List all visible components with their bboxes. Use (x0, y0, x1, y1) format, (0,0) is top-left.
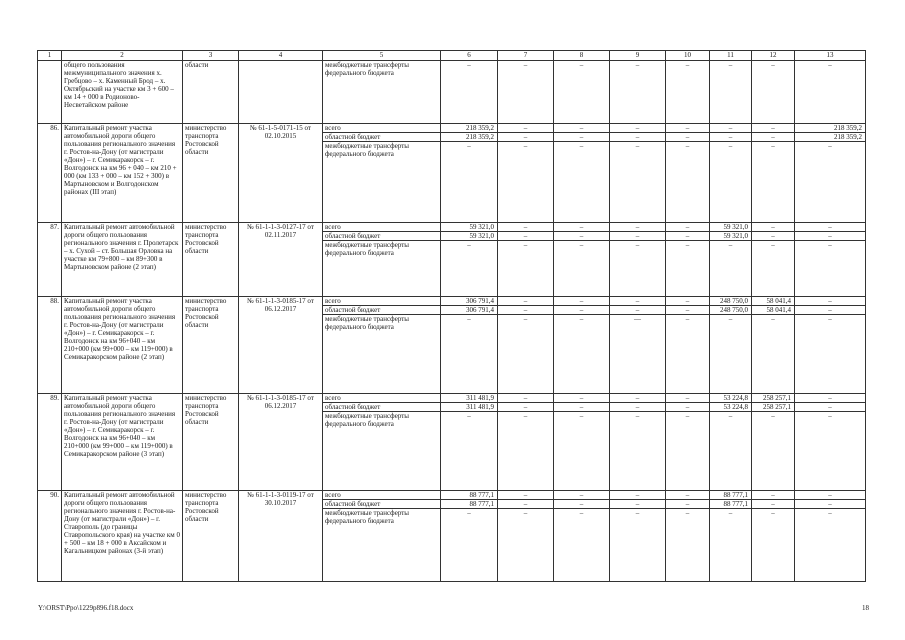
amount-cell: – (498, 232, 554, 241)
amount-cell: – (498, 241, 554, 297)
amount-cell: – (610, 223, 666, 232)
amount-cell: – (498, 403, 554, 412)
amount-cell: 311 481,9 (441, 394, 498, 403)
amount-cell: – (610, 133, 666, 142)
amount-cell: – (666, 297, 710, 306)
amount-cell: – (710, 124, 752, 133)
amount-cell: – (666, 306, 710, 315)
amount-cell: 58 041,4 (752, 306, 795, 315)
amount-cell: – (498, 306, 554, 315)
amount-cell: 306 791,4 (441, 297, 498, 306)
funding-source: всего (323, 491, 441, 500)
amount-cell: – (752, 61, 795, 124)
amount-cell: – (498, 297, 554, 306)
funding-source: всего (323, 394, 441, 403)
column-header: 6 (441, 51, 498, 61)
amount-cell: – (666, 124, 710, 133)
table-header-row (38, 51, 866, 61)
amount-cell: – (610, 297, 666, 306)
amount-cell: 218 359,2 (795, 133, 866, 142)
amount-cell: – (710, 509, 752, 582)
amount-cell: – (554, 500, 610, 509)
amount-cell: – (554, 491, 610, 500)
amount-cell: – (666, 61, 710, 124)
document-number: № 61-1-1-3-0185-17 от 06.12.2017 (239, 297, 323, 394)
amount-cell: – (666, 491, 710, 500)
amount-cell: – (710, 241, 752, 297)
amount-cell: – (666, 223, 710, 232)
table-row (38, 394, 866, 403)
amount-cell: – (554, 306, 610, 315)
amount-cell: – (554, 412, 610, 491)
amount-cell: – (610, 509, 666, 582)
amount-cell: 88 777,1 (441, 491, 498, 500)
column-header: 3 (183, 51, 239, 61)
funding-source: межбюджетные трансферты федерального бюджета (323, 61, 441, 124)
amount-cell: – (554, 394, 610, 403)
amount-cell: – (554, 232, 610, 241)
amount-cell: – (498, 500, 554, 509)
amount-cell: – (554, 403, 610, 412)
organization: министерство транспорта Ростовской области (183, 491, 239, 582)
table-row (38, 491, 866, 500)
amount-cell: 59 321,0 (710, 232, 752, 241)
amount-cell: – (710, 315, 752, 394)
amount-cell: – (752, 142, 795, 223)
amount-cell: – (666, 412, 710, 491)
table-row-continuation (38, 61, 866, 124)
row-number: 87. (38, 223, 62, 297)
column-header: 13 (795, 51, 866, 61)
project-name: Капитальный ремонт автомобильной дороги общего пользования регионального значения г. Пролетарск – х. Сухой – ст. Большая Орловка на участке км 79+800 – км 89+300 в Мартыновском районе (2 этап) (62, 223, 183, 297)
amount-cell: – (554, 297, 610, 306)
amount-cell: 248 750,0 (710, 306, 752, 315)
amount-cell: – (498, 133, 554, 142)
amount-cell: – (752, 500, 795, 509)
column-header: 12 (752, 51, 795, 61)
amount-cell: – (752, 223, 795, 232)
column-header: 11 (710, 51, 752, 61)
project-name: Капитальный ремонт участка автомобильной дороги общего пользования регионального значения г. Ростов-на-Дону (от магистрали «Дон») – г. Семикаракорск – г. Волгодонск на км 96+040 – км 210+000 (км 99+000 – км 119+000) в Семикаракорском районе (2 этап) (62, 297, 183, 394)
amount-cell: – (610, 403, 666, 412)
funding-source: всего (323, 297, 441, 306)
amount-cell: – (554, 124, 610, 133)
amount-cell: 218 359,2 (795, 124, 866, 133)
amount-cell: – (441, 241, 498, 297)
amount-cell: – (795, 223, 866, 232)
amount-cell: 53 224,8 (710, 403, 752, 412)
document-number: № 61-1-1-3-0185-17 от 06.12.2017 (239, 394, 323, 491)
amount-cell: 218 359,2 (441, 133, 498, 142)
amount-cell: 218 359,2 (441, 124, 498, 133)
amount-cell: – (795, 403, 866, 412)
funding-source: межбюджетные трансферты федерального бюджета (323, 509, 441, 582)
amount-cell: – (610, 61, 666, 124)
amount-cell: 306 791,4 (441, 306, 498, 315)
amount-cell: – (752, 241, 795, 297)
organization: министерство транспорта Ростовской области (183, 223, 239, 297)
amount-cell: – (710, 412, 752, 491)
amount-cell: – (498, 394, 554, 403)
row-number: 88. (38, 297, 62, 394)
amount-cell: – (498, 142, 554, 223)
amount-cell: 88 777,1 (710, 491, 752, 500)
row-number: 90. (38, 491, 62, 582)
amount-cell: – (498, 315, 554, 394)
amount-cell: 59 321,0 (710, 223, 752, 232)
amount-cell: 258 257,1 (752, 394, 795, 403)
amount-cell: – (710, 142, 752, 223)
funding-source: межбюджетные трансферты федерального бюджета (323, 241, 441, 297)
amount-cell: – (795, 142, 866, 223)
amount-cell: 88 777,1 (710, 500, 752, 509)
amount-cell: – (498, 124, 554, 133)
amount-cell: – (752, 491, 795, 500)
amount-cell: – (752, 232, 795, 241)
amount-cell: – (710, 133, 752, 142)
project-name: Капитальный ремонт участка автомобильной дороги общего пользования регионального значения г. Ростов-на-Дону (от магистрали «Дон») – г. Семикаракорск – г. Волгодонск на км 96 + 040 – км 210 + 000 (км 133 + 000 – км 152 + 300) в Мартыновском и Волгодонском районах (III этап) (62, 124, 183, 223)
page-number: 18 (862, 604, 869, 612)
amount-cell: — (610, 315, 666, 394)
amount-cell: – (666, 403, 710, 412)
budget-table (37, 50, 866, 582)
funding-source: областной бюджет (323, 133, 441, 142)
funding-source: областной бюджет (323, 232, 441, 241)
column-header: 1 (38, 51, 62, 61)
amount-cell: – (554, 223, 610, 232)
amount-cell: 248 750,0 (710, 297, 752, 306)
table-body (38, 61, 866, 582)
amount-cell: – (666, 142, 710, 223)
amount-cell: – (554, 61, 610, 124)
amount-cell: – (554, 142, 610, 223)
amount-cell: – (752, 412, 795, 491)
amount-cell: – (610, 241, 666, 297)
amount-cell: – (610, 142, 666, 223)
amount-cell: – (441, 412, 498, 491)
funding-source: межбюджетные трансферты федерального бюджета (323, 412, 441, 491)
amount-cell: – (666, 509, 710, 582)
amount-cell: – (666, 232, 710, 241)
table-row (38, 297, 866, 306)
row-number (38, 61, 62, 124)
amount-cell: – (610, 394, 666, 403)
amount-cell: – (710, 61, 752, 124)
funding-source: межбюджетные трансферты федерального бюджета (323, 142, 441, 223)
amount-cell: 88 777,1 (441, 500, 498, 509)
table-row (38, 124, 866, 133)
amount-cell: – (752, 133, 795, 142)
funding-source: всего (323, 124, 441, 133)
file-path: Y:\ORST\Ppo\1229p896.f18.docx (38, 604, 134, 612)
table-row (38, 223, 866, 232)
column-header: 8 (554, 51, 610, 61)
amount-cell: – (795, 241, 866, 297)
amount-cell: – (795, 306, 866, 315)
funding-source: областной бюджет (323, 306, 441, 315)
amount-cell: – (752, 509, 795, 582)
column-header: 5 (323, 51, 441, 61)
amount-cell: – (441, 142, 498, 223)
project-name: общего пользования межмуниципального значения х. Гребцово – х. Каменный Брод – х. Октябрьский на участке км 3 + 600 – км 14 + 000 в Родионово-Несветайском районе (62, 61, 183, 124)
document-number: № 61-1-5-0171-15 от 02.10.2015 (239, 124, 323, 223)
column-header: 2 (62, 51, 183, 61)
funding-source: областной бюджет (323, 403, 441, 412)
row-number: 86. (38, 124, 62, 223)
amount-cell: – (752, 315, 795, 394)
amount-cell: – (554, 315, 610, 394)
amount-cell: – (795, 509, 866, 582)
amount-cell: – (795, 232, 866, 241)
amount-cell: – (554, 241, 610, 297)
amount-cell: – (610, 124, 666, 133)
organization: министерство транспорта Ростовской области (183, 124, 239, 223)
amount-cell: – (498, 223, 554, 232)
project-name: Капитальный ремонт автомобильной дороги общего пользования регионального значения г. Ростов-на-Дону (от магистрали «Дон») – г. Ставрополь (до границы Ставропольского края) на участке км 0 + 500 – км 18 + 000 в Аксайском и Кагальницком районах (3-й этап) (62, 491, 183, 582)
amount-cell: – (498, 509, 554, 582)
amount-cell: 258 257,1 (752, 403, 795, 412)
funding-source: всего (323, 223, 441, 232)
amount-cell: 59 321,0 (441, 223, 498, 232)
column-header: 9 (610, 51, 666, 61)
amount-cell: – (795, 297, 866, 306)
amount-cell: – (610, 232, 666, 241)
amount-cell: – (610, 491, 666, 500)
amount-cell: – (498, 412, 554, 491)
amount-cell: – (795, 61, 866, 124)
column-header: 10 (666, 51, 710, 61)
amount-cell: 58 041,4 (752, 297, 795, 306)
amount-cell: – (795, 500, 866, 509)
amount-cell: – (441, 61, 498, 124)
amount-cell: – (441, 315, 498, 394)
amount-cell: – (554, 133, 610, 142)
amount-cell: – (610, 500, 666, 509)
document-number: № 61-1-1-3-0127-17 от 02.11.2017 (239, 223, 323, 297)
row-number: 89. (38, 394, 62, 491)
amount-cell: – (795, 315, 866, 394)
amount-cell: – (666, 394, 710, 403)
organization: области (183, 61, 239, 124)
column-header: 7 (498, 51, 554, 61)
funding-source: областной бюджет (323, 500, 441, 509)
amount-cell: – (441, 509, 498, 582)
amount-cell: – (498, 61, 554, 124)
organization: министерство транспорта Ростовской области (183, 394, 239, 491)
amount-cell: – (666, 241, 710, 297)
amount-cell: – (666, 133, 710, 142)
project-name: Капитальный ремонт участка автомобильной дороги общего пользования регионального значения г. Ростов-на-Дону (от магистрали «Дон») – г. Семикаракорск – г. Волгодонск на км 96+040 – км 210+000 (км 99+000 – км 119+000) в Семикаракорском районе (3 этап) (62, 394, 183, 491)
amount-cell: 59 321,0 (441, 232, 498, 241)
amount-cell: – (498, 491, 554, 500)
amount-cell: – (752, 124, 795, 133)
document-number: № 61-1-1-3-0119-17 от 30.10.2017 (239, 491, 323, 582)
amount-cell: – (554, 509, 610, 582)
amount-cell: – (795, 491, 866, 500)
amount-cell: – (610, 306, 666, 315)
amount-cell: – (666, 315, 710, 394)
funding-source: межбюджетные трансферты федерального бюджета (323, 315, 441, 394)
organization: министерство транспорта Ростовской области (183, 297, 239, 394)
document-number (239, 61, 323, 124)
amount-cell: – (795, 412, 866, 491)
amount-cell: – (666, 500, 710, 509)
amount-cell: 53 224,8 (710, 394, 752, 403)
amount-cell: – (795, 394, 866, 403)
column-header: 4 (239, 51, 323, 61)
amount-cell: 311 481,9 (441, 403, 498, 412)
amount-cell: – (610, 412, 666, 491)
